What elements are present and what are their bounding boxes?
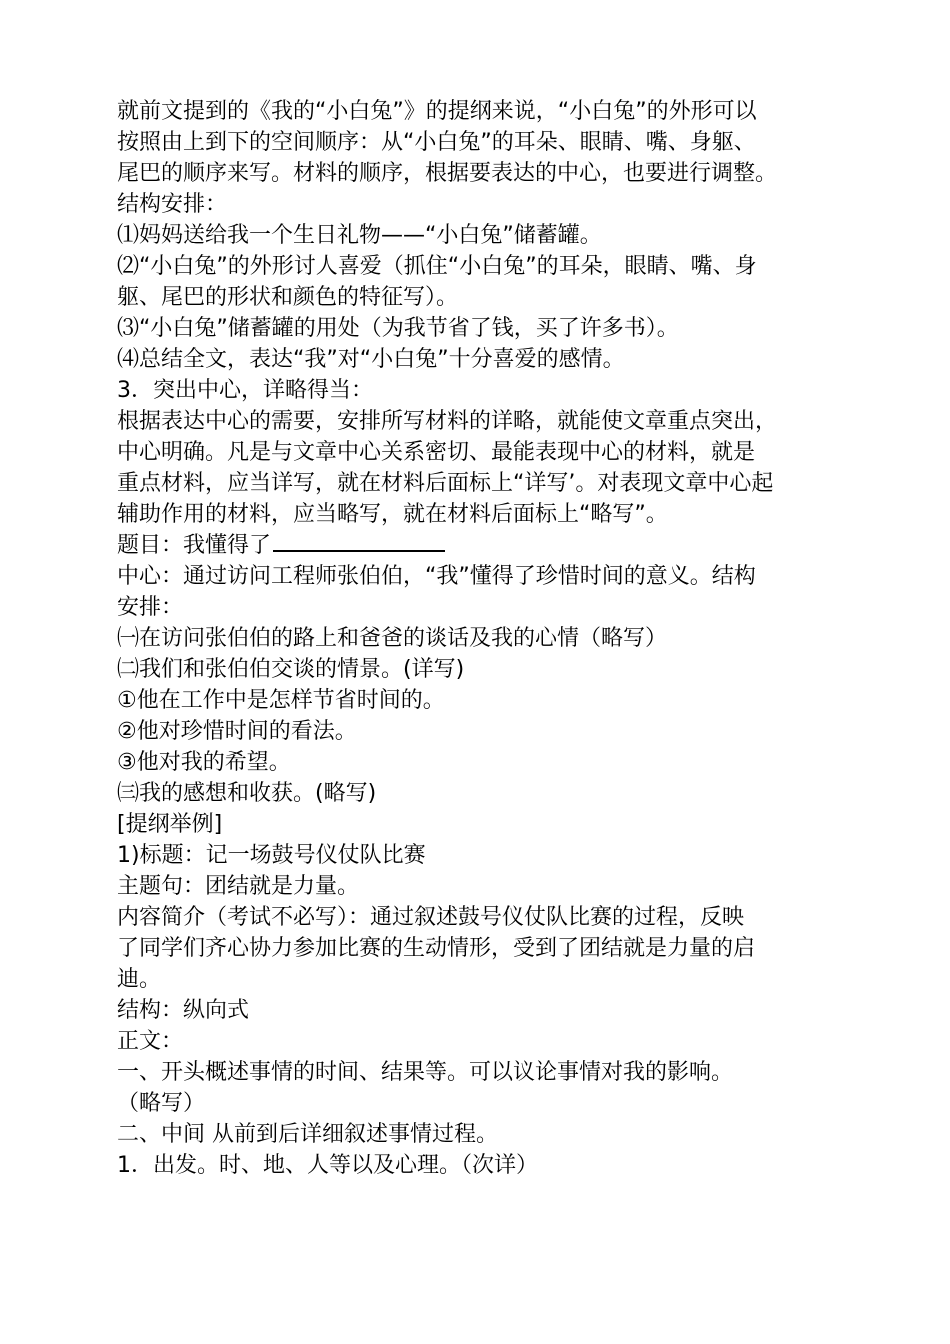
text-line: （略写） xyxy=(117,1091,206,1116)
text-line: ⑷总结全文，表达“我”对“小白兔”十分喜爱的感情。 xyxy=(117,347,625,372)
text-line: ⑶“小白兔”储蓄罐的用处（为我节省了钱，买了许多书）。 xyxy=(117,316,679,341)
section-heading: 3．突出中心，详略得当： xyxy=(117,378,373,403)
text-line: ③他对我的希望。 xyxy=(117,750,291,775)
text-line: 中心明确。凡是与文章中心关系密切、最能表现中心的材料，就是 xyxy=(117,440,756,465)
title-line xyxy=(117,530,837,561)
title-prefix: 题目：我懂得了 xyxy=(117,533,272,558)
text-line: ⑴妈妈送给我一个生日礼物——“小白兔”储蓄罐。 xyxy=(117,223,602,248)
text-line: 辅助作用的材料，应当略写，就在材料后面标上“略写”。 xyxy=(117,502,668,527)
text-line: 一、开头概述事情的时间、结果等。可以议论事情对我的影响。 xyxy=(117,1060,734,1085)
text-line: ⑵“小白兔”的外形讨人喜爱（抓住“小白兔”的耳朵，眼睛、嘴、身 xyxy=(117,254,757,279)
text-line: 二、中间 从前到后详细叙述事情过程。 xyxy=(117,1122,498,1147)
text-line: 迪。 xyxy=(117,967,162,992)
text-line: 内容简介（考试不必写）：通过叙述鼓号仪仗队比赛的过程，反映 xyxy=(117,905,745,930)
text-line: 安排： xyxy=(117,595,184,620)
text-line: 就前文提到的《我的“小白兔”》的提纲来说，“小白兔”的外形可以 xyxy=(117,99,757,124)
text-line: 1．出发。时、地、人等以及心理。（次详） xyxy=(117,1153,538,1178)
text-line: 尾巴的顺序来写。材料的顺序，根据要表达的中心，也要进行调整。 xyxy=(117,161,778,186)
fill-in-blank xyxy=(273,532,445,552)
text-line: 根据表达中心的需要，安排所写材料的详略，就能使文章重点突出， xyxy=(117,409,778,434)
text-line: 正文： xyxy=(117,1029,184,1054)
text-line: ㈢我的感想和收获。(略写) xyxy=(117,781,377,806)
text-line: 重点材料，应当详写，就在材料后面标上“详写’。对表现文章中心起 xyxy=(117,471,774,496)
text-line: ㈠在访问张伯伯的路上和爸爸的谈话及我的心情（略写） xyxy=(117,626,668,651)
text-line: 中心：通过访问工程师张伯伯，“我”懂得了珍惜时间的意义。结构 xyxy=(117,564,756,589)
text-line: 结构：纵向式 xyxy=(117,998,250,1023)
text-line: ①他在工作中是怎样节省时间的。 xyxy=(117,688,445,713)
document-body xyxy=(117,96,837,1181)
text-line: 1)标题：记一场鼓号仪仗队比赛 xyxy=(117,843,426,868)
text-line: 主题句：团结就是力量。 xyxy=(117,874,360,899)
text-line: 结构安排： xyxy=(117,192,228,217)
text-line: 按照由上到下的空间顺序：从“小白兔”的耳朵、眼睛、嘴、身躯、 xyxy=(117,130,756,155)
text-line: 了同学们齐心协力参加比赛的生动情形，受到了团结就是力量的启 xyxy=(117,936,756,961)
text-line: 躯、尾巴的形状和颜色的特征写）。 xyxy=(117,285,459,310)
text-line: ②他对珍惜时间的看法。 xyxy=(117,719,357,744)
text-line: ㈡我们和张伯伯交谈的情景。(详写) xyxy=(117,657,465,682)
section-heading: [提纲举例] xyxy=(117,812,223,837)
